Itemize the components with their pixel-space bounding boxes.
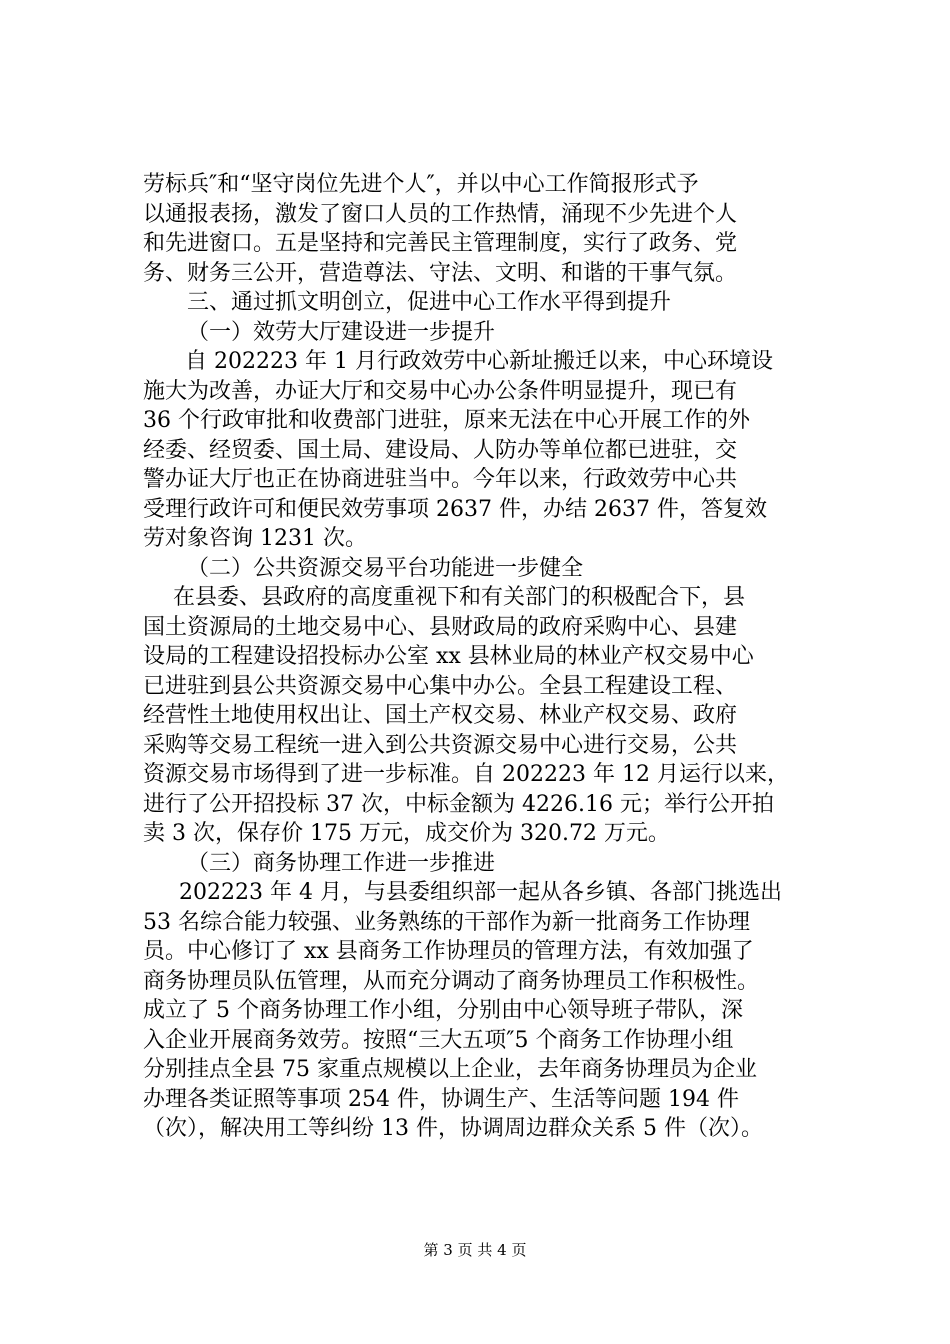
- body-line: （次），解决用工等纠纷 13 件，协调周边群众关系 5 件（次）。: [143, 1116, 763, 1141]
- body-line: 入企业开展商务效劳。按照“三大五项″5 个商务工作协理小组: [143, 1027, 734, 1053]
- page-number-footer: 第 3 页 共 4 页: [423, 1241, 527, 1259]
- body-line: 分别挂点全县 75 家重点规模以上企业，去年商务协理员为企业: [143, 1057, 757, 1082]
- body-line: 警办证大厅也正在协商进驻当中。今年以来，行政效劳中心共: [143, 467, 738, 492]
- body-line: 受理行政许可和便民效劳事项 2637 件，办结 2637 件，答复效: [143, 496, 767, 522]
- paragraph-first-line: 在县委、县政府的高度重视下和有关部门的积极配合下，县: [173, 585, 746, 610]
- body-line: 经委、经贸委、国土局、建设局、人防办等单位都已进驻，交: [143, 437, 738, 463]
- body-line: 和先进窗口。五是坚持和完善民主管理制度，实行了政务、党: [143, 231, 738, 256]
- body-line: 设局的工程建设招投标办公室 xx 县林业局的林业产权交易中心: [143, 644, 754, 669]
- body-line: 商务协理员队伍管理，从而充分调动了商务协理员工作积极性。: [143, 968, 760, 994]
- document-body: [143, 170, 863, 1144]
- body-line: 卖 3 次，保存价 175 万元，成交价为 320.72 万元。: [143, 821, 670, 846]
- body-line: 以通报表扬，激发了窗口人员的工作热情，涌现不少先进个人: [143, 201, 738, 227]
- subsection-heading: （二）公共资源交易平台功能进一步健全: [187, 555, 584, 581]
- body-line: 员。中心修订了 xx 县商务工作协理员的管理方法，有效加强了: [143, 939, 754, 964]
- section-heading: 三、通过抓文明创立，促进中心工作水平得到提升: [187, 290, 672, 315]
- body-line: 已进驻到县公共资源交易中心集中办公。全县工程建设工程、: [143, 673, 738, 699]
- body-line: 施大为改善，办证大厅和交易中心办公条件明显提升，现已有: [143, 378, 738, 404]
- paragraph-first-line: 自 202223 年 1 月行政效劳中心新址搬迁以来，中心环境设: [185, 349, 773, 374]
- subsection-heading: （一）效劳大厅建设进一步提升: [187, 319, 496, 345]
- body-line: 劳标兵″和“坚守岗位先进个人″，并以中心工作简报形式予: [143, 172, 699, 197]
- body-line: 国土资源局的土地交易中心、县财政局的政府采购中心、县建: [143, 614, 738, 640]
- body-line: 务、财务三公开，营造尊法、守法、文明、和谐的干事气氛。: [143, 260, 738, 286]
- body-line: 办理各类证照等事项 254 件，协调生产、生活等问题 194 件: [143, 1086, 739, 1112]
- body-line: 成立了 5 个商务协理工作小组，分别由中心领导班子带队，深: [143, 998, 743, 1023]
- body-line: 经营性土地使用权出让、国土产权交易、林业产权交易、政府: [143, 703, 738, 728]
- body-line: 53 名综合能力较强、业务熟练的干部作为新一批商务工作协理: [143, 909, 750, 935]
- body-line: 劳对象咨询 1231 次。: [143, 526, 367, 551]
- subsection-heading: （三）商务协理工作进一步推进: [187, 850, 496, 876]
- body-line: 36 个行政审批和收费部门进驻，原来无法在中心开展工作的外: [143, 408, 750, 433]
- paragraph-first-line: 202223 年 4 月，与县委组织部一起从各乡镇、各部门挑选出: [179, 880, 782, 905]
- body-line: 进行了公开招投标 37 次，中标金额为 4226.16 元；举行公开拍: [143, 791, 774, 817]
- body-line: 资源交易市场得到了进一步标准。自 202223 年 12 月运行以来，: [143, 762, 789, 787]
- body-line: 采购等交易工程统一进入到公共资源交易中心进行交易，公共: [143, 732, 738, 758]
